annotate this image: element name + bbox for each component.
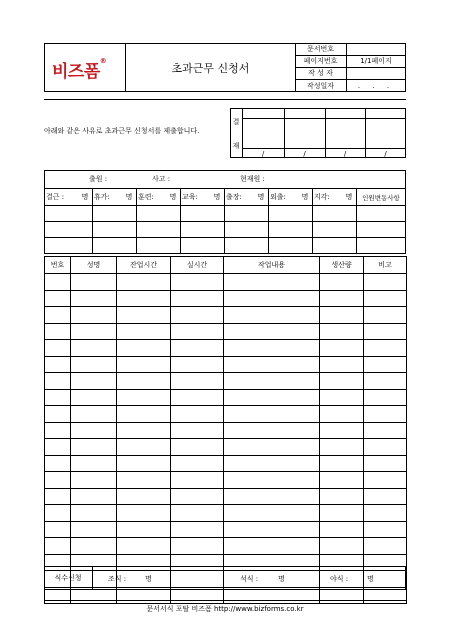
table-cell[interactable]	[45, 340, 71, 357]
table-cell[interactable]	[224, 538, 320, 555]
table-cell[interactable]	[117, 422, 171, 439]
status-unit: 명	[345, 193, 353, 201]
table-cell[interactable]	[117, 290, 171, 307]
table-row	[45, 406, 407, 423]
table-cell[interactable]	[117, 538, 171, 555]
table-cell[interactable]	[320, 274, 364, 291]
table-row	[45, 356, 407, 373]
table-cell[interactable]	[364, 340, 407, 357]
approval-slash-1[interactable]: /	[261, 149, 265, 158]
status-label-education: 교육:	[182, 193, 198, 201]
table-cell[interactable]	[171, 422, 224, 439]
work-table-header	[45, 257, 407, 274]
table-cell[interactable]	[224, 439, 320, 456]
status-label-leave: 휴가:	[94, 193, 110, 201]
meal-breakfast-label: 조식 :	[108, 575, 127, 583]
table-cell[interactable]	[320, 521, 364, 538]
table-cell[interactable]	[117, 389, 171, 406]
meta-value-doc-number[interactable]	[346, 43, 406, 55]
status-label-absence: 결근 :	[46, 193, 65, 201]
table-cell[interactable]	[171, 488, 224, 505]
table-cell[interactable]	[364, 323, 407, 340]
table-cell[interactable]	[224, 340, 320, 357]
table-cell[interactable]	[320, 356, 364, 373]
status-unit: 명	[213, 193, 221, 201]
table-cell[interactable]	[71, 488, 117, 505]
table-cell[interactable]	[364, 455, 407, 472]
meta-value-author[interactable]	[346, 67, 406, 79]
table-cell[interactable]	[171, 274, 224, 291]
table-cell[interactable]	[45, 290, 71, 307]
status-unit: 명	[301, 193, 309, 201]
approval-slash-4[interactable]: /	[384, 149, 387, 158]
meal-label-divider	[92, 566, 93, 590]
table-cell[interactable]	[320, 406, 364, 423]
staff-attend-label: 출원 :	[89, 175, 108, 183]
table-cell[interactable]	[224, 323, 320, 340]
table-cell[interactable]	[320, 422, 364, 439]
table-cell[interactable]	[71, 521, 117, 538]
table-cell[interactable]	[171, 521, 224, 538]
table-cell[interactable]	[364, 472, 407, 489]
table-cell[interactable]	[45, 274, 71, 291]
registered-mark-icon: ®	[99, 57, 107, 65]
table-cell[interactable]	[117, 455, 171, 472]
table-row	[45, 307, 407, 324]
table-cell[interactable]	[71, 340, 117, 357]
table-cell[interactable]	[171, 340, 224, 357]
table-cell[interactable]	[117, 439, 171, 456]
work-table-body	[45, 274, 407, 604]
table-row	[45, 389, 407, 406]
meta-label-page-number: 페이지번호	[303, 57, 338, 65]
table-cell[interactable]	[45, 488, 71, 505]
table-cell[interactable]	[171, 455, 224, 472]
table-cell[interactable]	[320, 340, 364, 357]
table-cell[interactable]	[364, 422, 407, 439]
table-cell[interactable]	[171, 307, 224, 324]
table-cell[interactable]	[171, 389, 224, 406]
table-cell[interactable]	[117, 340, 171, 357]
meal-box	[44, 566, 406, 590]
meal-breakfast-unit: 명	[145, 575, 152, 583]
table-cell[interactable]	[117, 307, 171, 324]
column-header-overtime-hours: 잔업시간	[117, 257, 171, 274]
table-cell[interactable]	[171, 439, 224, 456]
column-header-work-content: 작업내용	[224, 257, 320, 274]
table-cell[interactable]	[117, 521, 171, 538]
status-label-staff-change: 인원변동사항	[362, 193, 400, 202]
section-separator	[44, 99, 406, 100]
table-cell[interactable]	[71, 439, 117, 456]
table-cell[interactable]	[171, 538, 224, 555]
table-cell[interactable]	[224, 422, 320, 439]
meal-request-label: 식수신청	[54, 574, 82, 582]
work-table	[44, 256, 407, 604]
table-cell[interactable]	[364, 290, 407, 307]
table-cell[interactable]	[364, 521, 407, 538]
table-cell[interactable]	[224, 521, 320, 538]
table-cell[interactable]	[117, 472, 171, 489]
status-label-outing: 외출:	[270, 193, 286, 201]
table-cell[interactable]	[224, 505, 320, 522]
table-cell[interactable]	[45, 356, 71, 373]
table-cell[interactable]	[117, 488, 171, 505]
table-row	[45, 274, 407, 291]
table-cell[interactable]	[45, 521, 71, 538]
table-cell[interactable]	[45, 373, 71, 390]
status-label-business-trip: 출장:	[226, 193, 242, 201]
table-cell[interactable]	[224, 406, 320, 423]
table-cell[interactable]	[117, 373, 171, 390]
table-cell[interactable]	[171, 472, 224, 489]
table-cell[interactable]	[71, 472, 117, 489]
table-cell[interactable]	[171, 505, 224, 522]
approval-label-top: 결	[232, 118, 240, 126]
status-label-training: 훈련:	[138, 193, 154, 201]
table-cell[interactable]	[224, 274, 320, 291]
table-cell[interactable]	[45, 505, 71, 522]
status-label-late: 지각:	[314, 193, 330, 201]
table-cell[interactable]	[71, 307, 117, 324]
table-cell[interactable]	[320, 505, 364, 522]
table-cell[interactable]	[224, 472, 320, 489]
table-cell[interactable]	[364, 389, 407, 406]
meta-label-author: 작 성 자	[308, 69, 333, 77]
table-cell[interactable]	[320, 389, 364, 406]
column-header-name: 성명	[71, 257, 117, 274]
table-row	[45, 373, 407, 390]
table-cell[interactable]	[71, 274, 117, 291]
table-cell[interactable]	[224, 290, 320, 307]
table-cell[interactable]	[320, 307, 364, 324]
column-header-output: 생산량	[320, 257, 364, 274]
approval-label-bottom: 재	[232, 142, 240, 150]
status-row-line	[44, 221, 406, 222]
status-unit: 명	[125, 193, 133, 201]
table-row	[45, 521, 407, 538]
meta-value-date[interactable]: . . .	[357, 81, 395, 90]
table-cell[interactable]	[320, 455, 364, 472]
table-cell[interactable]	[171, 356, 224, 373]
status-unit: 명	[81, 193, 89, 201]
table-cell[interactable]	[364, 505, 407, 522]
status-row-line	[44, 237, 406, 238]
table-row	[45, 505, 407, 522]
table-cell[interactable]	[364, 307, 407, 324]
staff-current-label: 현재원 :	[240, 175, 265, 183]
company-logo	[52, 57, 124, 82]
table-cell[interactable]	[117, 356, 171, 373]
status-unit: 명	[257, 193, 265, 201]
table-cell[interactable]	[171, 373, 224, 390]
table-row	[45, 340, 407, 357]
table-cell[interactable]	[45, 389, 71, 406]
column-header-number: 번호	[45, 257, 71, 274]
table-cell[interactable]	[364, 439, 407, 456]
table-cell[interactable]	[71, 290, 117, 307]
table-cell[interactable]	[320, 323, 364, 340]
table-row	[45, 472, 407, 489]
table-cell[interactable]	[320, 290, 364, 307]
column-header-remarks: 비고	[364, 257, 407, 274]
table-cell[interactable]	[224, 488, 320, 505]
table-cell[interactable]	[117, 274, 171, 291]
table-cell[interactable]	[224, 307, 320, 324]
table-cell[interactable]	[71, 323, 117, 340]
table-cell[interactable]	[224, 356, 320, 373]
table-cell[interactable]	[364, 538, 407, 555]
table-cell[interactable]	[45, 307, 71, 324]
table-cell[interactable]	[45, 472, 71, 489]
table-cell[interactable]	[224, 389, 320, 406]
footer-text[interactable]: 문서서식 포탈 비즈폼 http://www.bizforms.co.kr	[146, 605, 304, 613]
table-cell[interactable]	[45, 455, 71, 472]
table-row	[45, 538, 407, 555]
table-row	[45, 290, 407, 307]
meta-label-date: 작성일자	[306, 81, 335, 90]
table-cell[interactable]	[45, 439, 71, 456]
table-row	[45, 455, 407, 472]
table-row	[45, 439, 407, 456]
meal-night-unit: 명	[367, 575, 374, 583]
table-row	[45, 422, 407, 439]
table-cell[interactable]	[364, 274, 407, 291]
table-cell[interactable]	[320, 472, 364, 489]
table-cell[interactable]	[117, 406, 171, 423]
table-row	[45, 323, 407, 340]
table-cell[interactable]	[117, 323, 171, 340]
page-title: 초과근무 신청서	[171, 61, 250, 75]
table-cell[interactable]	[171, 323, 224, 340]
table-row	[45, 488, 407, 505]
footer-rule	[44, 600, 406, 601]
table-cell[interactable]	[171, 406, 224, 423]
meta-label-doc-number: 문서번호	[306, 45, 335, 53]
table-cell[interactable]	[364, 356, 407, 373]
table-cell[interactable]	[171, 290, 224, 307]
staff-absent-label: 사고 :	[152, 175, 171, 183]
table-cell[interactable]	[71, 505, 117, 522]
meta-value-page-number[interactable]: 1/1페이지	[360, 57, 392, 65]
table-cell[interactable]	[45, 406, 71, 423]
table-cell[interactable]	[320, 488, 364, 505]
table-cell[interactable]	[71, 356, 117, 373]
table-cell[interactable]	[45, 538, 71, 555]
approval-header-line	[242, 118, 406, 119]
table-cell[interactable]	[364, 488, 407, 505]
meal-lunch-unit: 명	[278, 575, 285, 583]
column-header-actual-hours: 실시간	[171, 257, 224, 274]
approval-slash-3[interactable]: /	[343, 149, 347, 158]
table-cell[interactable]	[320, 538, 364, 555]
table-cell[interactable]	[224, 455, 320, 472]
table-cell[interactable]	[320, 439, 364, 456]
table-cell[interactable]	[320, 373, 364, 390]
table-cell[interactable]	[71, 389, 117, 406]
table-cell[interactable]	[71, 406, 117, 423]
table-cell[interactable]	[364, 406, 407, 423]
approval-notice: 아래와 같은 사유로 초과근무 신청서를 제출합니다.	[44, 127, 200, 135]
company-logo-text: 비즈폼	[52, 62, 100, 82]
status-row-line	[44, 205, 406, 206]
table-cell[interactable]	[364, 373, 407, 390]
table-cell[interactable]	[45, 422, 71, 439]
meal-night-label: 야식 :	[330, 575, 349, 583]
table-cell[interactable]	[71, 373, 117, 390]
table-cell[interactable]	[71, 422, 117, 439]
table-cell[interactable]	[224, 373, 320, 390]
table-cell[interactable]	[71, 538, 117, 555]
table-cell[interactable]	[71, 455, 117, 472]
table-cell[interactable]	[117, 505, 171, 522]
status-unit: 명	[169, 193, 177, 201]
table-cell[interactable]	[45, 323, 71, 340]
approval-slash-2[interactable]: /	[303, 149, 306, 158]
meal-lunch-label: 석식 :	[240, 575, 259, 583]
